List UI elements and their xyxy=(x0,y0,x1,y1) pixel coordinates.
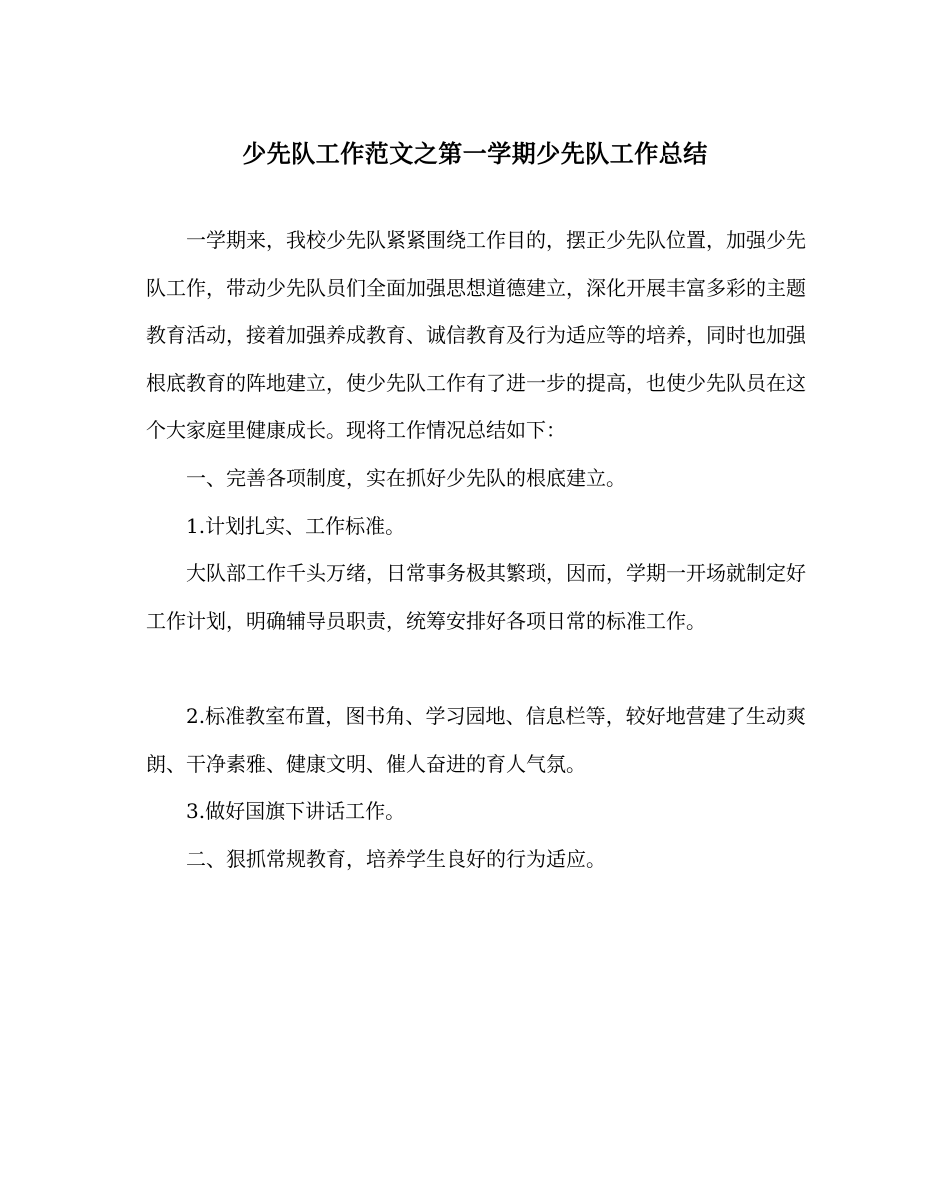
paragraph-intro: 一学期来，我校少先队紧紧围绕工作目的，摆正少先队位置，加强少先队工作，带动少先队员们全面加强思想道德建立，深化开展丰富多彩的主题教育活动，接着加强养成教育、诚信教育及行为适应等的培养，同时也加强根底教育的阵地建立，使少先队工作有了进一步的提高，也使少先队员在这个大家庭里健康成长。现将工作情况总结如下： xyxy=(146,228,806,443)
document-body xyxy=(146,217,806,883)
paragraph-planning: 大队部工作千头万绪，日常事务极其繁琐，因而，学期一开场就制定好工作计划，明确辅导员职责，统筹安排好各项日常的标准工作。 xyxy=(146,561,806,633)
subheading-1-1: 1.计划扎实、工作标准。 xyxy=(186,513,406,538)
subheading-1-2: 2.标准教室布置，图书角、学习园地、信息栏等，较好地营建了生动爽朗、干净素雅、健康文明、催人奋进的育人气氛。 xyxy=(146,703,806,776)
section-heading-1: 一、完善各项制度，实在抓好少先队的根底建立。 xyxy=(186,465,626,490)
document-title: 少先队工作范文之第一学期少先队工作总结 xyxy=(242,140,708,168)
section-heading-2: 二、狠抓常规教育，培养学生良好的行为适应。 xyxy=(186,846,606,871)
subheading-1-3: 3.做好国旗下讲话工作。 xyxy=(186,799,406,824)
blank-line xyxy=(146,645,806,693)
